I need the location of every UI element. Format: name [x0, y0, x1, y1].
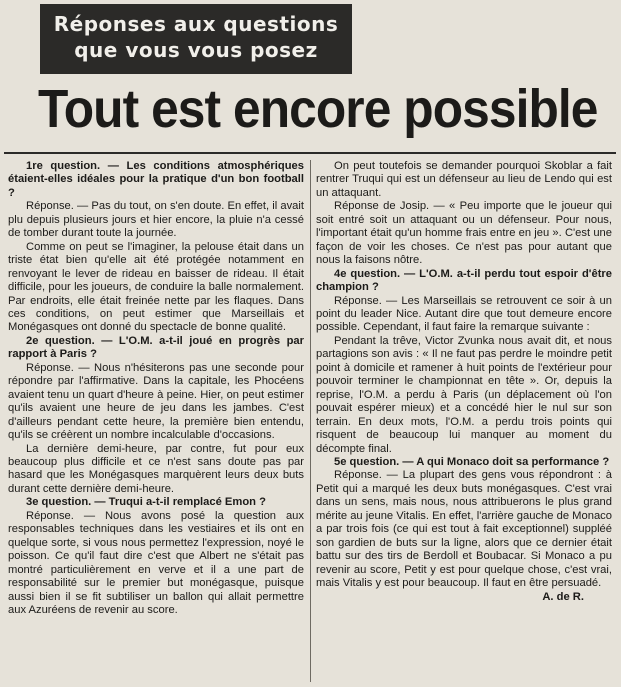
body-paragraph: Réponse. — Les Marseillais se retrouvent ce soir à un point du leader Nice. Autant dire que tout demeure encore possible. Cependant, il faut faire la remarque suivante :	[316, 294, 612, 334]
section-banner	[40, 4, 352, 74]
body-paragraph: La dernière demi-heure, par contre, fut pour eux beaucoup plus difficile et ce n'est sans doute pas par hasard que les Monégasques marquèrent leurs deux buts durant cette dernière demi-heure.	[8, 442, 304, 495]
body-paragraph: Réponse. — Pas du tout, on s'en doute. En effet, il avait plu depuis plusieurs jours et hier encore, la pluie n'a cessé de tomber durant toute la journée.	[8, 200, 304, 240]
question-heading: 3e question. — Truqui a-t-il remplacé Emon ?	[26, 496, 266, 509]
body-paragraph: Pendant la trêve, Victor Zvunka nous avait dit, et nous partagions son avis : « Il ne faut pas perdre le moindre petit point à domicile et ramener à huit points de l'extérieur pour pouvoir terminer le championnat en tête ». Or, depuis la reprise, l'O.M. a perdu à Paris (un déplacement où l'on pouvait espérer mieux) et a concédé hier le nul sur son terrain. En deux mots, l'O.M. a perdu trois points qui risquent de beaucoup lui manquer au moment du décompte final.	[316, 334, 612, 455]
question-heading: 1re question. — Les conditions atmosphériques étaient-elles idéales pour la pratique d'un bon football ?	[8, 160, 304, 199]
body-paragraph: Réponse. — Nous n'hésiterons pas une seconde pour répondre par l'affirmative. Dans la capitale, les Phocéens avaient tenu un quart d'heure à peine. Hier, on peut estimer qu'ils avaient une heure de jeu dans les jambes. C'est d'ailleurs pendant cette heure, la première bien entendu, qu'ils se créèrent un nombre incalculable d'occasions.	[8, 361, 304, 442]
body-paragraph: Comme on peut se l'imaginer, la pelouse était dans un triste état bien qu'elle ait été protégée notamment en renvoyant le lever de rideau en baisser de rideau. Il était difficile, pour les joueurs, de conduire la balle normalement. Par endroits, elle était freinée nette par les flaques. Dans ces conditions, on peut estimer que Marseillais et Monégasques ont donné du spectacle de bonne qualité.	[8, 240, 304, 334]
body-paragraph: Réponse. — La plupart des gens vous répondront : à Petit qui a marqué les deux buts monégasques. C'est vrai dans un sens, mais nous, nous attribuerons le plus grand mérite au jeune Vitalis. En effet, l'arrière gauche de Monaco a par trois fois (ce qui est tout à fait exceptionnel) suppléé son gardien de buts sur la ligne, alors que ce dernier était battu sur des tirs de Berdoll et Boubacar. Si Monaco a pu revenir au score, Petit y est pour quelque chose, c'est vrai, mais Vitalis y est pour beaucoup. Il faut en être persuadé.	[316, 469, 612, 590]
question-heading: 5e question. — A qui Monaco doit sa performance ?	[334, 455, 610, 468]
headline-rule	[4, 152, 616, 154]
left-column	[8, 160, 304, 687]
banner-line-2: que vous vous posez	[74, 38, 318, 62]
right-column	[316, 160, 612, 687]
headline: Tout est encore possible	[38, 79, 598, 139]
body-paragraph: Réponse de Josip. — « Peu importe que le joueur qui soit entré soit un attaquant ou un défenseur. Pour nous, l'important était qu'un homme frais entre en jeu ». C'est une façon de voir les choses. Ce n'est pas pour autant que nous la faisons nôtre.	[316, 200, 612, 267]
body-paragraph: On peut toutefois se demander pourquoi Skoblar a fait rentrer Truqui qui est un défenseur au lieu de Lendo qui est un attaquant.	[316, 160, 612, 199]
question-heading: 4e question. — L'O.M. a-t-il perdu tout espoir d'être champion ?	[316, 267, 612, 294]
author-signature: A. de R.	[542, 590, 584, 603]
question-heading: 2e question. — L'O.M. a-t-il joué en progrès par rapport à Paris ?	[8, 334, 304, 361]
body-paragraph: Réponse. — Nous avons posé la question aux responsables techniques dans les vestiaires et ils ont en quelque sorte, si vous nous permettez l'expression, noyé le poisson. Ce qu'il faut dire c'est que Albert ne s'était pas montré particulièrement en verve et il a une part de responsabilité sur le premier but monégasque, puisque aussi bien il se fit subtiliser un ballon qui allait permettre aux Azuréens de revenir au score.	[8, 509, 304, 616]
banner-line-1: Réponses aux questions	[53, 12, 339, 36]
column-divider	[310, 160, 311, 682]
